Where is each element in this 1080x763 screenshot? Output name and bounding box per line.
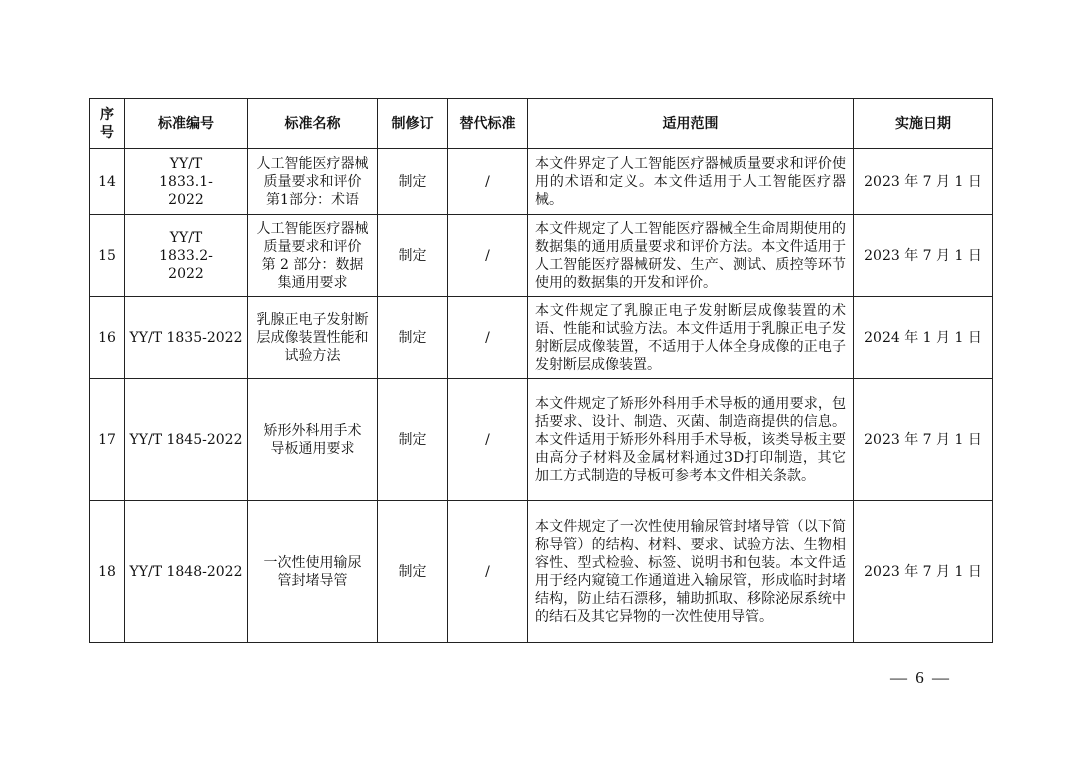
header-revision-type: 制修订 xyxy=(378,99,448,149)
table-row xyxy=(90,297,993,379)
cell-scope: 本文件规定了一次性使用输尿管封堵导管（以下简称导管）的结构、材料、要求、试验方法、生物相容性、型式检验、标签、说明书和包装。本文件适用于经内窥镜工作通道进入输尿管，形成临时封堵结构，防止结石漂移，辅助抓取、移除泌尿系统中的结石及其它异物的一次性使用导管。 xyxy=(528,501,854,643)
cell-standard-name: 人工智能医疗器械 质量要求和评价 第 2 部分：数据集通用要求 xyxy=(248,215,378,297)
table-row xyxy=(90,215,993,297)
header-standard-code: 标准编号 xyxy=(125,99,248,149)
cell-standard-name: 人工智能医疗器械质量要求和评价 第1部分：术语 xyxy=(248,149,378,215)
cell-replaced-standard: / xyxy=(448,215,528,297)
cell-standard-code: YY/T 1835-2022 xyxy=(125,297,248,379)
cell-serial-no: 16 xyxy=(90,297,125,379)
cell-effective-date: 2023 年 7 月 1 日 xyxy=(854,501,993,643)
cell-scope: 本文件规定了矫形外科用手术导板的通用要求，包括要求、设计、制造、灭菌、制造商提供的信息。本文件适用于矫形外科用手术导板，该类导板主要由高分子材料及金属材料通过3D打印制造，其它加工方式制造的导板可参考本文件相关条款。 xyxy=(528,379,854,501)
cell-standard-name: 一次性使用输尿管封堵导管 xyxy=(248,501,378,643)
cell-effective-date: 2024 年 1 月 1 日 xyxy=(854,297,993,379)
cell-serial-no: 14 xyxy=(90,149,125,215)
cell-replaced-standard: / xyxy=(448,297,528,379)
cell-replaced-standard: / xyxy=(448,501,528,643)
cell-standard-code: YY/T 1848-2022 xyxy=(125,501,248,643)
cell-revision-type: 制定 xyxy=(378,379,448,501)
cell-effective-date: 2023 年 7 月 1 日 xyxy=(854,149,993,215)
cell-serial-no: 18 xyxy=(90,501,125,643)
standards-table xyxy=(89,98,993,643)
cell-revision-type: 制定 xyxy=(378,149,448,215)
table-header-row xyxy=(90,99,993,149)
cell-effective-date: 2023 年 7 月 1 日 xyxy=(854,215,993,297)
header-standard-name: 标准名称 xyxy=(248,99,378,149)
cell-serial-no: 17 xyxy=(90,379,125,501)
cell-revision-type: 制定 xyxy=(378,297,448,379)
cell-scope: 本文件界定了人工智能医疗器械质量要求和评价使用的术语和定义。本文件适用于人工智能医疗器械。 xyxy=(528,149,854,215)
cell-effective-date: 2023 年 7 月 1 日 xyxy=(854,379,993,501)
table-row xyxy=(90,379,993,501)
table-row xyxy=(90,149,993,215)
cell-standard-code: YY/T 1833.1-2022 xyxy=(125,149,248,215)
header-scope: 适用范围 xyxy=(528,99,854,149)
header-replaced-standard: 替代标准 xyxy=(448,99,528,149)
cell-standard-code: YY/T 1845-2022 xyxy=(125,379,248,501)
cell-scope: 本文件规定了人工智能医疗器械全生命周期使用的数据集的通用质量要求和评价方法。本文件适用于人工智能医疗器械研发、生产、测试、质控等环节使用的数据集的开发和评价。 xyxy=(528,215,854,297)
header-serial-no: 序号 xyxy=(90,99,125,149)
cell-standard-code: YY/T 1833.2-2022 xyxy=(125,215,248,297)
cell-revision-type: 制定 xyxy=(378,215,448,297)
cell-revision-type: 制定 xyxy=(378,501,448,643)
cell-scope: 本文件规定了乳腺正电子发射断层成像装置的术语、性能和试验方法。本文件适用于乳腺正电子发射断层成像装置，不适用于人体全身成像的正电子发射断层成像装置。 xyxy=(528,297,854,379)
cell-standard-name: 矫形外科用手术导板通用要求 xyxy=(248,379,378,501)
cell-replaced-standard: / xyxy=(448,379,528,501)
cell-standard-name: 乳腺正电子发射断层成像装置性能和试验方法 xyxy=(248,297,378,379)
page-number: — 6 — xyxy=(890,668,951,687)
table-row xyxy=(90,501,993,643)
cell-serial-no: 15 xyxy=(90,215,125,297)
cell-replaced-standard: / xyxy=(448,149,528,215)
header-effective-date: 实施日期 xyxy=(854,99,993,149)
